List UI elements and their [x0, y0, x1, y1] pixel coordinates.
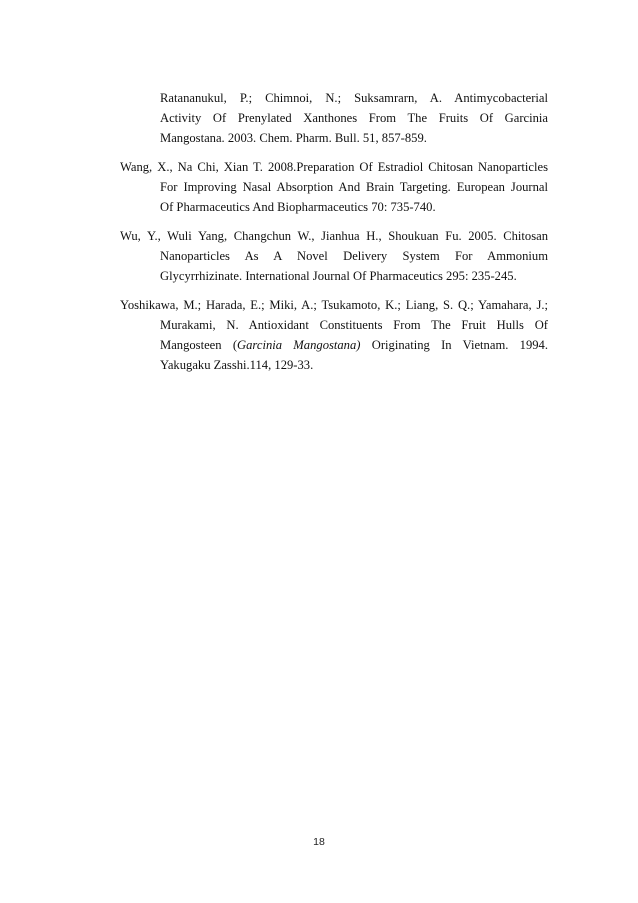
reference-line: Yakugaku Zasshi.114, 129-33. [160, 358, 314, 372]
reference-line: Yoshikawa, M.; Harada, E.; Miki, A.; Tsukamoto, K.; Liang, S. Q.; Yamahara, J.; [120, 298, 548, 312]
reference-line: Mangostana. 2003. Chem. Pharm. Bull. 51, 857-859. [160, 131, 427, 145]
reference-line: Ratananukul, P.; Chimnoi, N.; Suksamrarn, A. Antimycobacterial [160, 91, 548, 105]
reference-line-italic-title [120, 335, 548, 355]
reference-text: Originating In Vietnam. 1994. [360, 338, 548, 352]
reference-line: Nanoparticles As A Novel Delivery System For Ammonium [160, 249, 548, 263]
reference-line: For Improving Nasal Absorption And Brain Targeting. European Journal [160, 180, 548, 194]
page-number: 18 [313, 836, 325, 848]
species-name: Garcinia Mangostana) [237, 338, 361, 352]
reference-ratananukul [120, 88, 548, 148]
reference-line: Murakami, N. Antioxidant Constituents From The Fruit Hulls Of [160, 318, 548, 332]
reference-text: Mangosteen ( [160, 338, 238, 352]
reference-wang [120, 157, 548, 217]
reference-wu [120, 226, 548, 286]
reference-line: Activity Of Prenylated Xanthones From The Fruits Of Garcinia [160, 111, 548, 125]
reference-line: Of Pharmaceutics And Biopharmaceutics 70: 735-740. [160, 200, 436, 214]
reference-line: Wu, Y., Wuli Yang, Changchun W., Jianhua H., Shoukuan Fu. 2005. Chitosan [120, 229, 548, 243]
reference-line: Glycyrrhizinate. International Journal Of Pharmaceutics 295: 235-245. [160, 269, 517, 283]
reference-yoshikawa [120, 295, 548, 375]
reference-line: Wang, X., Na Chi, Xian T. 2008.Preparation Of Estradiol Chitosan Nanoparticles [120, 160, 548, 174]
